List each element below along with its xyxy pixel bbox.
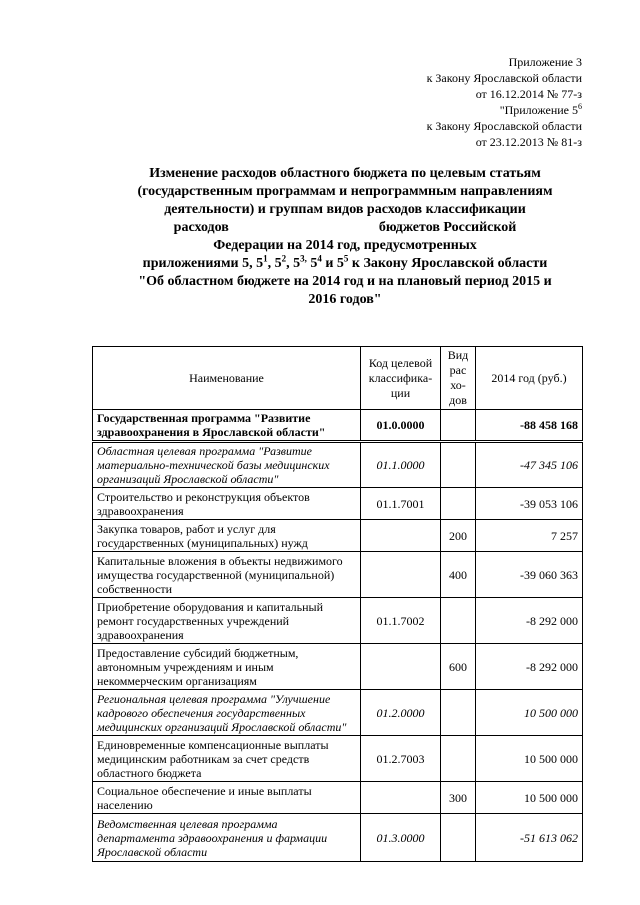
column-header-type: Вид рас хо-дов <box>441 347 476 410</box>
row-type <box>441 442 476 488</box>
row-type: 300 <box>441 782 476 814</box>
row-sum: -88 458 168 <box>476 410 583 442</box>
row-type: 200 <box>441 520 476 552</box>
title-superscript: 3, <box>300 253 307 264</box>
row-sum: 10 500 000 <box>476 782 583 814</box>
row-code: 01.3.0000 <box>361 814 441 862</box>
row-type: 600 <box>441 644 476 690</box>
table-row <box>93 644 583 690</box>
title-line: "Об областном бюджете на 2014 год и на плановый период 2015 и <box>138 274 552 289</box>
title-line: 2016 годов" <box>308 292 382 307</box>
column-header-name: Наименование <box>93 347 361 410</box>
table-row <box>93 690 583 736</box>
table-row <box>93 552 583 598</box>
row-code <box>361 644 441 690</box>
row-code: 01.2.7003 <box>361 736 441 782</box>
title-line <box>95 255 595 273</box>
header-line: от 23.12.2013 № 81-з <box>475 135 582 149</box>
row-type <box>441 598 476 644</box>
table-row <box>93 814 583 862</box>
header-line: к Закону Ярославской области <box>426 119 582 133</box>
table-header-row <box>93 347 583 410</box>
row-code <box>361 782 441 814</box>
row-name: Предоставление субсидий бюджетным, автономным учреждениям и иным некоммерческим организациям <box>93 644 361 690</box>
table-row <box>93 782 583 814</box>
row-type <box>441 814 476 862</box>
table-row <box>93 598 583 644</box>
row-code: 01.2.0000 <box>361 690 441 736</box>
header-line: к Закону Ярославской области <box>426 71 582 85</box>
row-name: Социальное обеспечение и иные выплаты населению <box>93 782 361 814</box>
row-code: 01.1.7002 <box>361 598 441 644</box>
table-row <box>93 488 583 520</box>
row-name: Государственная программа "Развитие здравоохранения в Ярославской области" <box>93 410 361 442</box>
title-line: Изменение расходов областного бюджета по целевым статьям <box>149 166 541 181</box>
title-fragment: бюджетов Российской <box>378 220 517 235</box>
expenses-table <box>92 346 583 862</box>
row-type <box>441 736 476 782</box>
title-line <box>95 219 595 237</box>
column-header-sum: 2014 год (руб.) <box>476 347 583 410</box>
header-line: от 16.12.2014 № 77-з <box>475 87 582 101</box>
row-sum: 10 500 000 <box>476 690 583 736</box>
row-code <box>361 520 441 552</box>
title-fragment: и 5 <box>321 256 344 271</box>
row-type <box>441 690 476 736</box>
title-line: (государственным программам и непрограммным направлениям <box>137 184 553 199</box>
header-line <box>427 102 582 118</box>
title-line: деятельности) и группам видов расходов классификации <box>164 202 526 217</box>
row-sum: -39 053 106 <box>476 488 583 520</box>
row-sum: -8 292 000 <box>476 644 583 690</box>
row-name: Закупка товаров, работ и услуг для государственных (муниципальных) нужд <box>93 520 361 552</box>
row-code: 01.1.0000 <box>361 442 441 488</box>
appendix-header <box>427 54 582 150</box>
row-type <box>441 410 476 442</box>
row-sum: -47 345 106 <box>476 442 583 488</box>
table-row <box>93 410 583 442</box>
title-superscript: 1 <box>263 253 268 264</box>
title-fragment: приложениями 5, 5 <box>142 256 264 271</box>
title-superscript: 2 <box>281 253 287 264</box>
row-sum: -8 292 000 <box>476 598 583 644</box>
row-name: Приобретение оборудования и капитальный ремонт государственных учреждений здравоохранения <box>93 598 361 644</box>
row-name: Капитальные вложения в объекты недвижимого имущества государственной (муниципальной) собственности <box>93 552 361 598</box>
row-code <box>361 552 441 598</box>
row-name: Областная целевая программа "Развитие материально-технической базы медицинских организаций Ярославской области" <box>93 442 361 488</box>
title-fragment: , 5 <box>267 256 282 271</box>
table-row <box>93 736 583 782</box>
row-name: Региональная целевая программа "Улучшение кадрового обеспечения государственных медицинских организаций Ярославской области" <box>93 690 361 736</box>
header-superscript: 6 <box>578 102 582 111</box>
title-superscript: 5 <box>343 253 349 264</box>
row-sum: 10 500 000 <box>476 736 583 782</box>
row-name: Строительство и реконструкция объектов здравоохранения <box>93 488 361 520</box>
row-sum: 7 257 <box>476 520 583 552</box>
row-name: Ведомственная целевая программа департамента здравоохранения и фармации Ярославской области <box>93 814 361 862</box>
title-superscript: 4 <box>317 253 322 264</box>
document-title <box>95 165 595 309</box>
row-sum: -39 060 363 <box>476 552 583 598</box>
header-line: Приложение 3 <box>508 55 582 69</box>
row-code: 01.1.7001 <box>361 488 441 520</box>
title-fragment: , 5 <box>286 256 301 271</box>
title-fragment: 5 <box>306 256 318 271</box>
header-line-text: "Приложение 5 <box>499 103 578 117</box>
row-type <box>441 488 476 520</box>
table-row <box>93 520 583 552</box>
row-type: 400 <box>441 552 476 598</box>
table-row <box>93 442 583 488</box>
row-sum: -51 613 062 <box>476 814 583 862</box>
title-fragment: расходов <box>173 220 229 235</box>
row-name: Единовременные компенсационные выплаты медицинским работникам за счет средств областного бюджета <box>93 736 361 782</box>
title-line: Федерации на 2014 год, предусмотренных <box>213 238 477 253</box>
title-fragment: к Закону Ярославской области <box>348 256 548 271</box>
row-code: 01.0.0000 <box>361 410 441 442</box>
column-header-code: Код целевой классифика-ции <box>361 347 441 410</box>
